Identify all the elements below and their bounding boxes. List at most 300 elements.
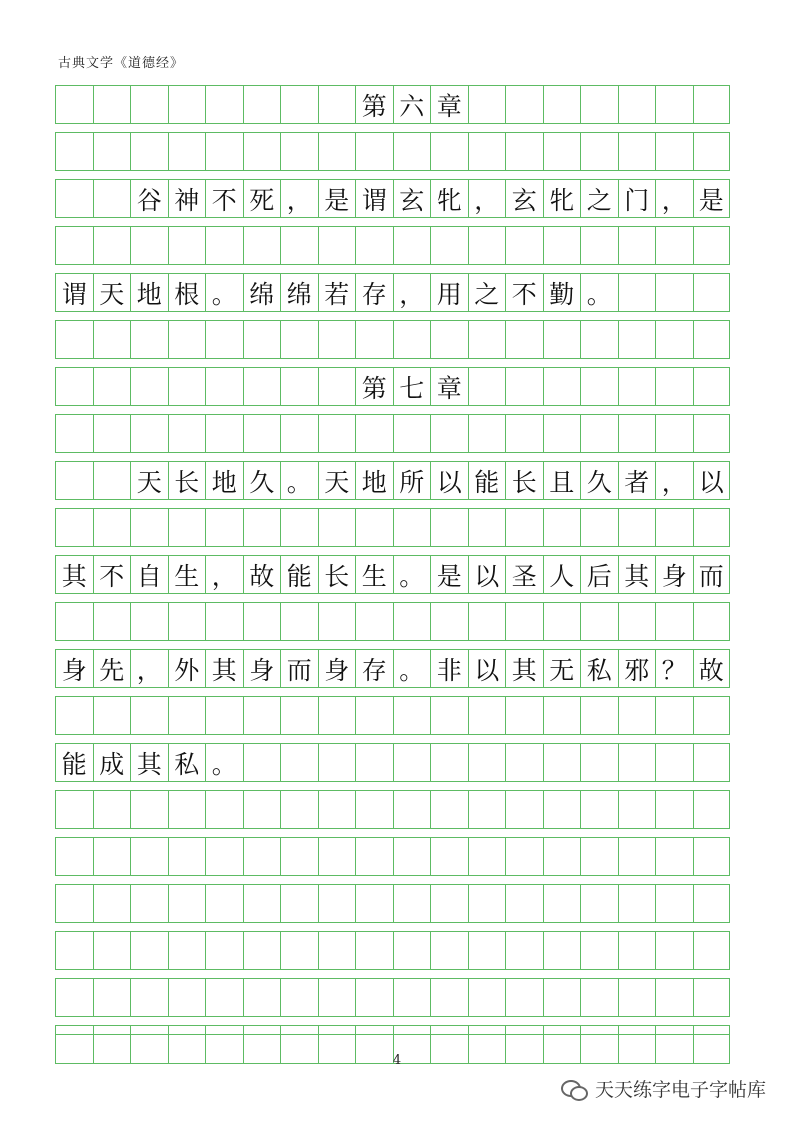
grid-cell — [55, 885, 93, 922]
grid-cell — [430, 603, 468, 640]
grid-cell — [243, 509, 281, 546]
grid-cell — [618, 274, 656, 311]
grid-cell — [168, 791, 206, 828]
grid-cell — [243, 744, 281, 781]
grid-cell: 之 — [468, 274, 506, 311]
grid-cell — [243, 791, 281, 828]
grid-cell — [205, 979, 243, 1016]
grid-cell — [693, 979, 731, 1016]
grid-cell — [618, 321, 656, 358]
grid-cell — [693, 603, 731, 640]
grid-cell — [130, 838, 168, 875]
grid-cell — [243, 321, 281, 358]
grid-cell — [655, 274, 693, 311]
grid-cell: 能 — [280, 556, 318, 593]
grid-cell — [280, 791, 318, 828]
grid-cell — [280, 368, 318, 405]
grid-cell: 第 — [355, 86, 393, 123]
grid-cell — [618, 415, 656, 452]
grid-cell — [93, 86, 131, 123]
grid-cell — [93, 932, 131, 969]
grid-cell — [93, 415, 131, 452]
grid-cell: 圣 — [505, 556, 543, 593]
page-header: 古典文学《道德经》 — [58, 56, 185, 71]
grid-cell — [393, 885, 431, 922]
grid-cell — [168, 838, 206, 875]
grid-cell — [618, 932, 656, 969]
grid-cell — [93, 979, 131, 1016]
grid-cell — [318, 979, 356, 1016]
grid-cell — [280, 697, 318, 734]
grid-cell: 邪 — [618, 650, 656, 687]
grid-cell: 者 — [618, 462, 656, 499]
grid-cell — [168, 932, 206, 969]
grid-cell — [355, 133, 393, 170]
grid-cell — [93, 368, 131, 405]
grid-cell — [318, 227, 356, 264]
grid-cell — [543, 321, 581, 358]
grid-cell — [93, 227, 131, 264]
grid-cell — [505, 509, 543, 546]
grid-row — [55, 367, 730, 406]
grid-cell — [693, 415, 731, 452]
grid-cell — [468, 885, 506, 922]
grid-cell — [130, 791, 168, 828]
grid-cell — [168, 227, 206, 264]
grid-cell: 神 — [168, 180, 206, 217]
grid-cell — [55, 227, 93, 264]
grid-cell — [505, 321, 543, 358]
grid-cell — [243, 133, 281, 170]
grid-cell: 。 — [205, 744, 243, 781]
grid-cell — [655, 838, 693, 875]
grid-cell — [280, 932, 318, 969]
grid-cell — [205, 838, 243, 875]
grid-cell — [393, 603, 431, 640]
grid-cell: 七 — [393, 368, 431, 405]
grid-cell: 生 — [355, 556, 393, 593]
grid-cell: 。 — [393, 650, 431, 687]
grid-cell: ， — [468, 180, 506, 217]
grid-cell — [693, 274, 731, 311]
grid-cell: 若 — [318, 274, 356, 311]
grid-cell: 身 — [243, 650, 281, 687]
grid-cell — [468, 791, 506, 828]
grid-row — [55, 790, 730, 829]
grid-cell — [580, 603, 618, 640]
grid-cell — [505, 227, 543, 264]
grid-cell — [618, 744, 656, 781]
grid-cell: 是 — [430, 556, 468, 593]
grid-cell — [280, 133, 318, 170]
grid-cell: 勤 — [543, 274, 581, 311]
grid-cell: 而 — [693, 556, 731, 593]
grid-cell — [280, 979, 318, 1016]
grid-cell — [580, 744, 618, 781]
grid-cell — [355, 791, 393, 828]
grid-cell — [468, 838, 506, 875]
grid-cell — [468, 979, 506, 1016]
page-number: 4 — [392, 1053, 402, 1068]
grid-cell — [168, 697, 206, 734]
grid-cell: 章 — [430, 368, 468, 405]
grid-cell — [618, 133, 656, 170]
grid-cell — [55, 133, 93, 170]
grid-cell — [318, 838, 356, 875]
grid-cell — [618, 838, 656, 875]
grid-cell — [355, 321, 393, 358]
grid-cell: 是 — [318, 180, 356, 217]
grid-cell — [205, 86, 243, 123]
grid-cell — [318, 885, 356, 922]
grid-cell — [693, 368, 731, 405]
grid-cell: 。 — [393, 556, 431, 593]
grid-cell — [618, 697, 656, 734]
grid-cell — [618, 368, 656, 405]
grid-cell — [93, 321, 131, 358]
grid-cell — [430, 133, 468, 170]
grid-cell — [693, 509, 731, 546]
grid-cell — [693, 932, 731, 969]
grid-cell — [543, 603, 581, 640]
grid-cell — [318, 932, 356, 969]
grid-cell — [243, 603, 281, 640]
grid-cell — [355, 509, 393, 546]
grid-cell — [468, 227, 506, 264]
grid-cell: 生 — [168, 556, 206, 593]
grid-cell — [55, 415, 93, 452]
grid-cell — [468, 368, 506, 405]
grid-row — [55, 273, 730, 312]
grid-cell — [543, 227, 581, 264]
grid-cell — [243, 368, 281, 405]
grid-cell — [93, 885, 131, 922]
grid-cell — [655, 86, 693, 123]
grid-cell: 第 — [355, 368, 393, 405]
grid-cell — [580, 885, 618, 922]
grid-cell — [280, 321, 318, 358]
grid-cell: 以 — [468, 650, 506, 687]
grid-cell: ， — [655, 180, 693, 217]
grid-cell — [393, 697, 431, 734]
grid-cell — [243, 885, 281, 922]
grid-cell — [55, 509, 93, 546]
grid-cell — [205, 133, 243, 170]
grid-cell: 绵 — [243, 274, 281, 311]
grid-cell — [430, 321, 468, 358]
grid-cell — [318, 321, 356, 358]
grid-cell — [505, 838, 543, 875]
grid-cell — [393, 838, 431, 875]
grid-cell — [655, 368, 693, 405]
grid-cell — [543, 509, 581, 546]
grid-cell: 牝 — [543, 180, 581, 217]
grid-cell — [55, 321, 93, 358]
grid-cell: 章 — [430, 86, 468, 123]
grid-cell — [130, 415, 168, 452]
grid-cell: 存 — [355, 274, 393, 311]
grid-cell: 故 — [693, 650, 731, 687]
grid-cell — [655, 321, 693, 358]
grid-cell — [618, 227, 656, 264]
grid-cell: 不 — [93, 556, 131, 593]
grid-cell: 自 — [130, 556, 168, 593]
grid-cell — [93, 838, 131, 875]
grid-cell — [655, 885, 693, 922]
grid-cell — [580, 979, 618, 1016]
grid-cell — [468, 932, 506, 969]
grid-cell: 死 — [243, 180, 281, 217]
grid-cell: 用 — [430, 274, 468, 311]
grid-cell — [655, 697, 693, 734]
grid-cell: 不 — [205, 180, 243, 217]
grid-cell — [505, 744, 543, 781]
grid-cell — [168, 86, 206, 123]
grid-cell: 六 — [393, 86, 431, 123]
grid-cell — [580, 86, 618, 123]
grid-cell — [93, 462, 131, 499]
grid-cell — [55, 932, 93, 969]
grid-row — [55, 320, 730, 359]
grid-cell: 谷 — [130, 180, 168, 217]
grid-cell — [93, 791, 131, 828]
grid-cell: 以 — [468, 556, 506, 593]
grid-cell — [580, 838, 618, 875]
grid-cell — [505, 697, 543, 734]
grid-cell: 身 — [318, 650, 356, 687]
grid-cell: 成 — [93, 744, 131, 781]
grid-cell — [393, 932, 431, 969]
grid-cell — [355, 932, 393, 969]
grid-cell — [393, 133, 431, 170]
grid-cell — [318, 697, 356, 734]
grid-cell — [693, 744, 731, 781]
grid-cell — [243, 932, 281, 969]
grid-cell — [430, 697, 468, 734]
grid-row — [55, 837, 730, 876]
grid-cell — [543, 86, 581, 123]
grid-cell: ， — [655, 462, 693, 499]
watermark-text: 天天练字电子字帖库 — [594, 1079, 766, 1101]
grid-row — [55, 696, 730, 735]
grid-cell — [468, 697, 506, 734]
grid-cell — [205, 509, 243, 546]
grid-cell — [280, 86, 318, 123]
grid-cell — [243, 86, 281, 123]
grid-cell — [430, 415, 468, 452]
grid-cell — [543, 791, 581, 828]
grid-cell — [505, 368, 543, 405]
grid-cell — [205, 227, 243, 264]
grid-row — [55, 132, 730, 171]
grid-cell — [243, 415, 281, 452]
grid-cell — [55, 697, 93, 734]
grid-cell — [318, 509, 356, 546]
grid-cell — [618, 86, 656, 123]
grid-cell — [130, 368, 168, 405]
grid-cell — [243, 838, 281, 875]
grid-cell — [543, 415, 581, 452]
grid-cell: 以 — [693, 462, 731, 499]
grid-cell: 根 — [168, 274, 206, 311]
grid-cell — [168, 133, 206, 170]
grid-cell — [543, 697, 581, 734]
grid-cell: 身 — [655, 556, 693, 593]
grid-cell — [243, 697, 281, 734]
grid-cell — [205, 321, 243, 358]
grid-cell — [318, 133, 356, 170]
grid-cell — [243, 979, 281, 1016]
grid-cell — [355, 697, 393, 734]
grid-cell — [580, 133, 618, 170]
grid-cell: ？ — [655, 650, 693, 687]
grid-cell — [468, 133, 506, 170]
grid-cell — [168, 321, 206, 358]
grid-cell — [655, 227, 693, 264]
grid-cell: 是 — [693, 180, 731, 217]
grid-cell: 后 — [580, 556, 618, 593]
grid-cell: 而 — [280, 650, 318, 687]
grid-cell: 天 — [130, 462, 168, 499]
grid-cell: 其 — [618, 556, 656, 593]
grid-row — [55, 602, 730, 641]
grid-cell: 谓 — [355, 180, 393, 217]
grid-cell — [543, 133, 581, 170]
grid-cell — [205, 932, 243, 969]
grid-cell — [505, 603, 543, 640]
grid-cell: 其 — [205, 650, 243, 687]
grid-cell — [655, 979, 693, 1016]
grid-cell — [318, 791, 356, 828]
grid-cell — [430, 509, 468, 546]
grid-cell — [130, 932, 168, 969]
grid-cell — [580, 227, 618, 264]
grid-cell — [355, 979, 393, 1016]
grid-cell: 。 — [280, 462, 318, 499]
grid-cell — [93, 180, 131, 217]
grid-cell — [205, 697, 243, 734]
grid-cell — [655, 932, 693, 969]
grid-cell — [130, 133, 168, 170]
grid-cell: 牝 — [430, 180, 468, 217]
grid-cell: 长 — [505, 462, 543, 499]
watermark — [561, 1075, 766, 1102]
grid-cell: 。 — [205, 274, 243, 311]
grid-cell — [55, 603, 93, 640]
grid-cell — [618, 791, 656, 828]
grid-cell — [55, 838, 93, 875]
grid-cell: ， — [130, 650, 168, 687]
grid-cell: 先 — [93, 650, 131, 687]
grid-cell: 久 — [243, 462, 281, 499]
grid-cell — [168, 885, 206, 922]
grid-row — [55, 179, 730, 218]
grid-row — [55, 461, 730, 500]
grid-cell — [618, 603, 656, 640]
grid-cell: 地 — [355, 462, 393, 499]
grid-cell — [205, 791, 243, 828]
grid-cell — [430, 838, 468, 875]
grid-cell — [505, 133, 543, 170]
grid-cell — [543, 885, 581, 922]
grid-cell: 且 — [543, 462, 581, 499]
grid-cell — [55, 180, 93, 217]
grid-cell — [580, 509, 618, 546]
grid-cell: 玄 — [505, 180, 543, 217]
grid-cell: 外 — [168, 650, 206, 687]
grid-cell — [430, 227, 468, 264]
grid-cell — [543, 932, 581, 969]
grid-cell — [205, 885, 243, 922]
grid-cell: 其 — [130, 744, 168, 781]
grid-row — [55, 649, 730, 688]
grid-cell — [168, 603, 206, 640]
grid-cell: 身 — [55, 650, 93, 687]
grid-cell — [93, 133, 131, 170]
grid-cell: 。 — [580, 274, 618, 311]
grid-cell — [618, 509, 656, 546]
grid-cell — [693, 885, 731, 922]
grid-cell: 门 — [618, 180, 656, 217]
grid-cell — [130, 86, 168, 123]
grid-row — [55, 414, 730, 453]
grid-cell: 所 — [393, 462, 431, 499]
grid-cell — [430, 979, 468, 1016]
grid-cell: 长 — [168, 462, 206, 499]
grid-cell — [55, 791, 93, 828]
grid-cell — [393, 979, 431, 1016]
grid-cell — [130, 603, 168, 640]
grid-cell — [693, 227, 731, 264]
grid-cell: 故 — [243, 556, 281, 593]
grid-cell — [280, 744, 318, 781]
grid-cell — [580, 932, 618, 969]
grid-cell: 其 — [505, 650, 543, 687]
grid-cell — [130, 227, 168, 264]
grid-cell: 玄 — [393, 180, 431, 217]
grid-cell: 之 — [580, 180, 618, 217]
grid-cell — [468, 744, 506, 781]
grid-cell: 地 — [205, 462, 243, 499]
grid-cell: 私 — [168, 744, 206, 781]
grid-cell — [318, 86, 356, 123]
grid-row — [55, 978, 730, 1017]
grid-cell — [393, 321, 431, 358]
grid-cell — [355, 744, 393, 781]
grid-cell — [168, 415, 206, 452]
grid-cell — [93, 509, 131, 546]
grid-cell — [355, 415, 393, 452]
grid-cell — [580, 321, 618, 358]
grid-cell — [693, 321, 731, 358]
grid-cell — [693, 133, 731, 170]
grid-cell — [393, 791, 431, 828]
grid-cell — [393, 509, 431, 546]
grid-cell — [505, 415, 543, 452]
grid-cell — [655, 603, 693, 640]
grid-cell — [618, 979, 656, 1016]
grid-cell — [280, 227, 318, 264]
grid-cell — [393, 744, 431, 781]
grid-cell — [355, 227, 393, 264]
grid-row — [55, 743, 730, 782]
grid-row — [55, 555, 730, 594]
grid-cell — [505, 86, 543, 123]
grid-cell — [468, 415, 506, 452]
grid-cell — [55, 86, 93, 123]
grid-cell — [280, 838, 318, 875]
grid-cell — [618, 885, 656, 922]
